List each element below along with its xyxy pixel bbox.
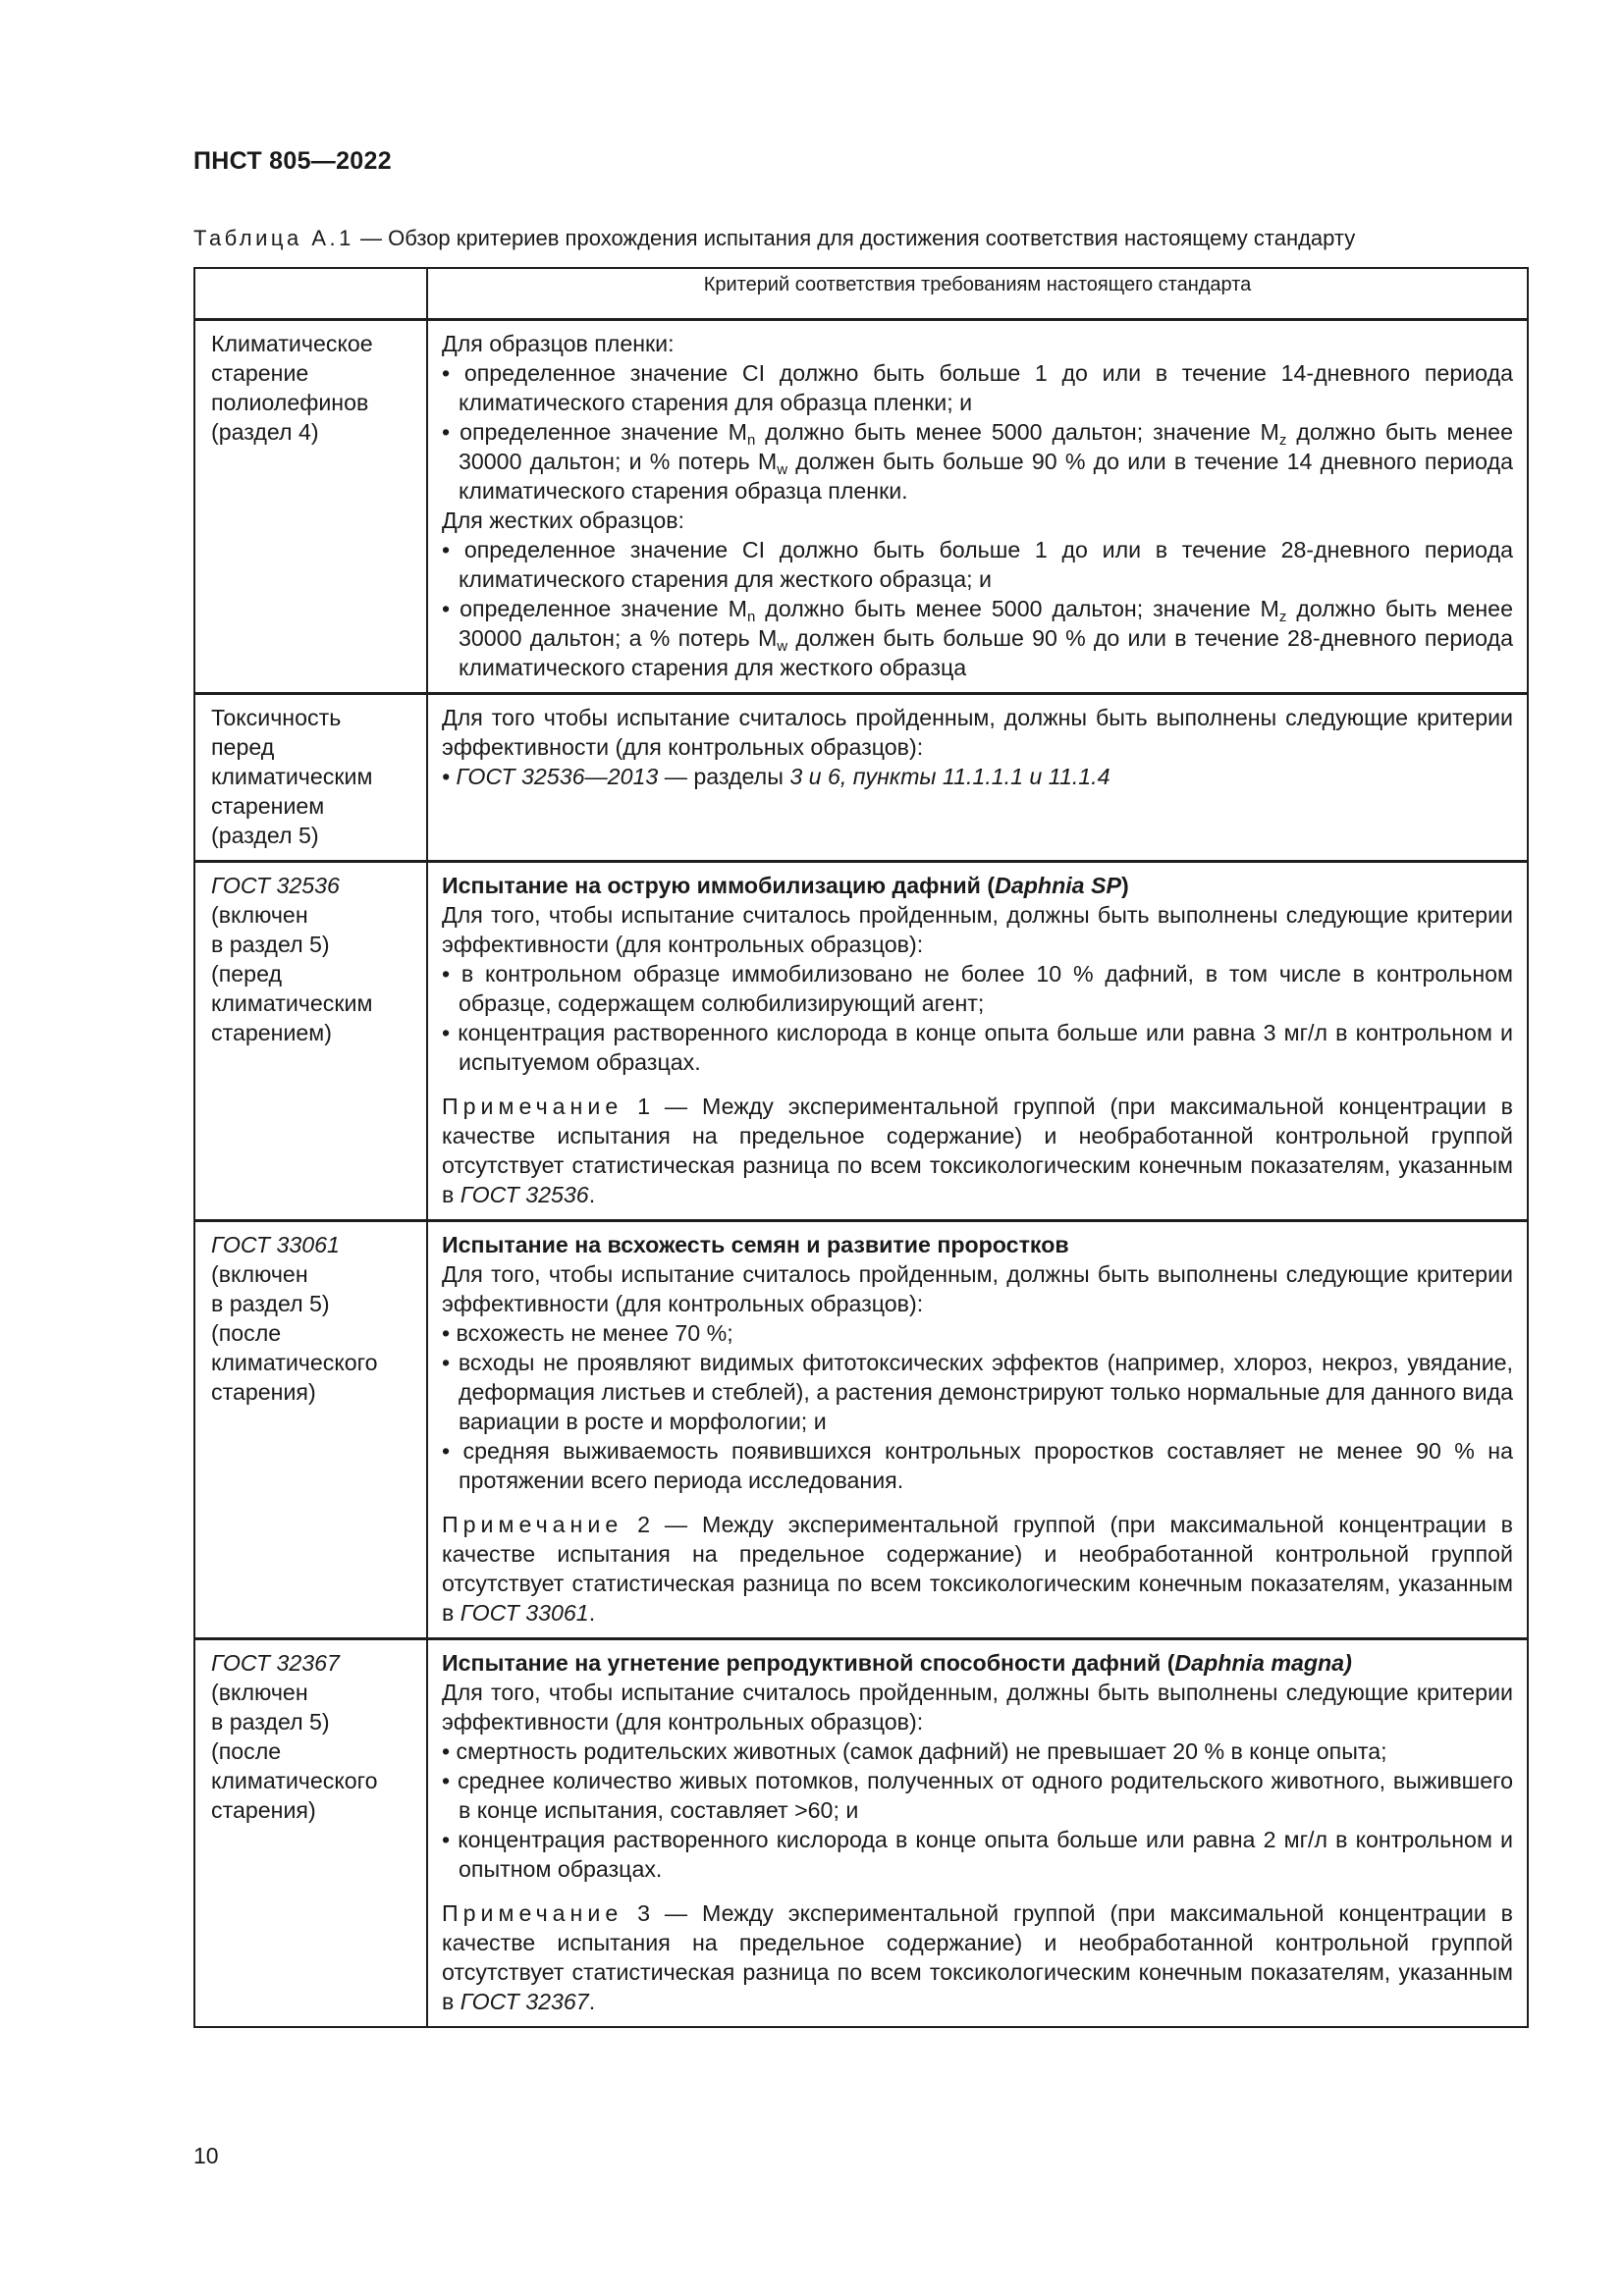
row-label-line: в раздел 5) bbox=[211, 1291, 330, 1316]
row-label-cell bbox=[194, 694, 427, 862]
note-label: Примечание bbox=[442, 1900, 623, 1926]
page-number: 10 bbox=[193, 2143, 219, 2168]
table-row-toxicity-before bbox=[194, 694, 1528, 862]
text-run: • ГОСТ 32536—2013 bbox=[442, 764, 659, 789]
row-label-line: (после bbox=[211, 1738, 282, 1764]
film-bullet-ci: • определенное значение CI должно быть больше 1 до или в течение 14-дневного периода климатического старения для образца пленки; и bbox=[442, 360, 1513, 415]
row-criterion-cell bbox=[427, 1639, 1528, 2028]
criterion-bullet: • всходы не проявляют видимых фитотоксических эффектов (например, хлороз, некроз, увядание, деформация листьев и стеблей), а растения демонстрируют только нормальные для данного вида вариации в росте и морфологии; и bbox=[442, 1350, 1513, 1434]
row-label-line: климатического bbox=[211, 1350, 378, 1375]
row-label-line: старением bbox=[211, 793, 325, 819]
test-title: Испытание на всхожесть семян и развитие проростков bbox=[442, 1232, 1069, 1257]
subscript: z bbox=[1278, 609, 1287, 625]
row-label-line: (включен bbox=[211, 902, 308, 928]
row-label-line: старение bbox=[211, 360, 309, 386]
text-run: . bbox=[588, 1989, 596, 2014]
text-run: . bbox=[588, 1600, 596, 1626]
criterion-bullet: • в контрольном образце иммобилизовано не более 10 % дафний, в том числе в контрольном образце, содержащем солюбилизирующий агент; bbox=[442, 961, 1513, 1016]
row-label-line: (включен bbox=[211, 1261, 308, 1287]
criterion-bullet: • всхожесть не менее 70 %; bbox=[442, 1320, 733, 1346]
table-note bbox=[442, 1510, 1513, 1628]
text-run: . bbox=[588, 1182, 596, 1207]
row-label-cell bbox=[194, 320, 427, 694]
test-title bbox=[442, 871, 1513, 900]
table-row-gost-32536 bbox=[194, 862, 1528, 1221]
row-label-cell bbox=[194, 862, 427, 1221]
text-run: 3 и 6, пункты 11.1.1.1 и 11.1.4 bbox=[789, 764, 1110, 789]
note-reference: ГОСТ 33061 bbox=[460, 1600, 589, 1626]
note-reference: ГОСТ 32536 bbox=[460, 1182, 589, 1207]
film-samples-title: Для образцов пленки: bbox=[442, 331, 675, 356]
document-code: ПНСТ 805—2022 bbox=[193, 147, 392, 175]
table-row-climatic-aging bbox=[194, 320, 1528, 694]
text-run: 3 — Между экспериментальной группой (при максимальной концентрации в качестве испытания на предельное содержание) и необработанной контрольной группой отсутствует статистическая разница по всем токсикологическим конечным показателям, указанным в bbox=[442, 1900, 1513, 2014]
criterion-reference bbox=[442, 762, 1513, 791]
criterion-bullet: • средняя выживаемость появившихся контрольных проростков составляет не менее 90 % на протяжении всего периода исследования. bbox=[442, 1438, 1513, 1493]
text-run: 2 — Между экспериментальной группой (при максимальной концентрации в качестве испытания на предельное содержание) и необработанной контрольной группой отсутствует статистическая разница по всем токсикологическим конечным показателям, указанным в bbox=[442, 1512, 1513, 1626]
criterion-bullet: • смертность родительских животных (самок дафний) не превышает 20 % в конце опыта; bbox=[442, 1738, 1387, 1764]
table-caption-label: Таблица А.1 bbox=[193, 226, 354, 250]
table-caption bbox=[193, 226, 1529, 251]
row-label-standard: ГОСТ 32536 bbox=[211, 873, 340, 898]
text-run: должно быть менее 30000 дальтон; а % потерь M bbox=[459, 596, 1513, 651]
row-label-line: климатического bbox=[211, 1768, 378, 1793]
criterion-bullet: • среднее количество живых потомков, полученных от одного родительского животного, выжившего в конце испытания, составляет >60; и bbox=[442, 1768, 1513, 1823]
row-label-line: (включен bbox=[211, 1680, 308, 1705]
note-label: Примечание bbox=[442, 1094, 623, 1119]
note-reference: ГОСТ 32367 bbox=[460, 1989, 589, 2014]
row-label-line: полиолефинов bbox=[211, 390, 369, 415]
table-header-criterion: Критерий соответствия требованиям настоящего стандарта bbox=[427, 268, 1528, 320]
row-label-line: в раздел 5) bbox=[211, 1709, 330, 1735]
row-criterion-cell bbox=[427, 1221, 1528, 1639]
table-header-empty bbox=[194, 268, 427, 320]
note-label: Примечание bbox=[442, 1512, 623, 1537]
subscript: w bbox=[777, 461, 788, 478]
row-label-line: (раздел 4) bbox=[211, 419, 319, 445]
subscript: w bbox=[777, 638, 788, 655]
row-label-line: Климатическое bbox=[211, 331, 373, 356]
text-run: Daphnia magna) bbox=[1174, 1650, 1352, 1676]
row-label-line: в раздел 5) bbox=[211, 932, 330, 957]
text-run: должно быть менее 30000 дальтон; и % потерь M bbox=[459, 419, 1513, 474]
row-label-standard: ГОСТ 32367 bbox=[211, 1650, 340, 1676]
table-row-gost-32367 bbox=[194, 1639, 1528, 2028]
row-label-line: Токсичность bbox=[211, 705, 342, 730]
text-run: Испытание на острую иммобилизацию дафний ( bbox=[442, 873, 996, 898]
criterion-bullet: • концентрация растворенного кислорода в конце опыта больше или равна 2 мг/л в контрольном и опытном образцах. bbox=[442, 1827, 1513, 1882]
rigid-bullet-mass bbox=[442, 594, 1513, 682]
text-run: 1 — Между экспериментальной группой (при максимальной концентрации в качестве испытания на предельное содержание) и необработанной контрольной группой отсутствует статистическая разница по всем токсикологическим конечным показателям, указанным в bbox=[442, 1094, 1513, 1207]
text-run: • определенное значение M bbox=[442, 419, 747, 445]
table-note bbox=[442, 1898, 1513, 2016]
rigid-samples-title: Для жестких образцов: bbox=[442, 507, 685, 533]
row-label-line: (после bbox=[211, 1320, 282, 1346]
row-label-line: (перед bbox=[211, 961, 282, 987]
table-caption-text: — Обзор критериев прохождения испытания для достижения соответствия настоящему стандарту bbox=[353, 226, 1356, 250]
row-label-line: старения) bbox=[211, 1379, 316, 1405]
criterion-intro: Для того, чтобы испытание считалось пройденным, должны быть выполнены следующие критерии эффективности (для контрольных образцов): bbox=[442, 1261, 1513, 1316]
text-run: ) bbox=[1120, 873, 1129, 898]
table-row-gost-33061 bbox=[194, 1221, 1528, 1639]
table-note bbox=[442, 1092, 1513, 1209]
text-run: должно быть менее 5000 дальтон; значение M bbox=[755, 596, 1279, 621]
table-header-row bbox=[194, 268, 1528, 320]
text-run: • определенное значение M bbox=[442, 596, 747, 621]
row-label-cell bbox=[194, 1221, 427, 1639]
row-label-standard: ГОСТ 33061 bbox=[211, 1232, 340, 1257]
criteria-table bbox=[193, 267, 1529, 2028]
row-label-line: климатическим bbox=[211, 764, 373, 789]
row-criterion-cell bbox=[427, 862, 1528, 1221]
subscript: n bbox=[746, 432, 756, 449]
test-title bbox=[442, 1648, 1513, 1678]
row-label-line: старения) bbox=[211, 1797, 316, 1823]
text-run: должно быть менее 5000 дальтон; значение M bbox=[755, 419, 1279, 445]
row-label-cell bbox=[194, 1639, 427, 2028]
text-run: Испытание на угнетение репродуктивной способности дафний ( bbox=[442, 1650, 1175, 1676]
row-label-line: перед bbox=[211, 734, 275, 760]
criterion-intro: Для того, чтобы испытание считалось пройденным, должны быть выполнены следующие критерии эффективности (для контрольных образцов): bbox=[442, 1680, 1513, 1735]
text-run: должен быть больше 90 % до или в течение 28-дневного периода климатического старения для жесткого образца bbox=[459, 625, 1513, 680]
text-run: Daphnia SP bbox=[995, 873, 1121, 898]
film-bullet-mass bbox=[442, 417, 1513, 506]
text-run: — разделы bbox=[658, 764, 790, 789]
row-label-line: старением) bbox=[211, 1020, 332, 1045]
row-label-line: (раздел 5) bbox=[211, 823, 319, 848]
subscript: z bbox=[1278, 432, 1287, 449]
row-criterion-cell bbox=[427, 320, 1528, 694]
row-criterion-cell bbox=[427, 694, 1528, 862]
criterion-intro: Для того чтобы испытание считалось пройденным, должны быть выполнены следующие критерии эффективности (для контрольных образцов): bbox=[442, 705, 1513, 760]
text-run: должен быть больше 90 % до или в течение 14 дневного периода климатического старения образца пленки. bbox=[459, 449, 1513, 504]
criterion-intro: Для того, чтобы испытание считалось пройденным, должны быть выполнены следующие критерии эффективности (для контрольных образцов): bbox=[442, 902, 1513, 957]
criterion-bullet: • концентрация растворенного кислорода в конце опыта больше или равна 3 мг/л в контрольном и испытуемом образцах. bbox=[442, 1020, 1513, 1075]
row-label-line: климатическим bbox=[211, 990, 373, 1016]
subscript: n bbox=[746, 609, 756, 625]
rigid-bullet-ci: • определенное значение CI должно быть больше 1 до или в течение 28-дневного периода климатического старения для жесткого образца; и bbox=[442, 537, 1513, 592]
